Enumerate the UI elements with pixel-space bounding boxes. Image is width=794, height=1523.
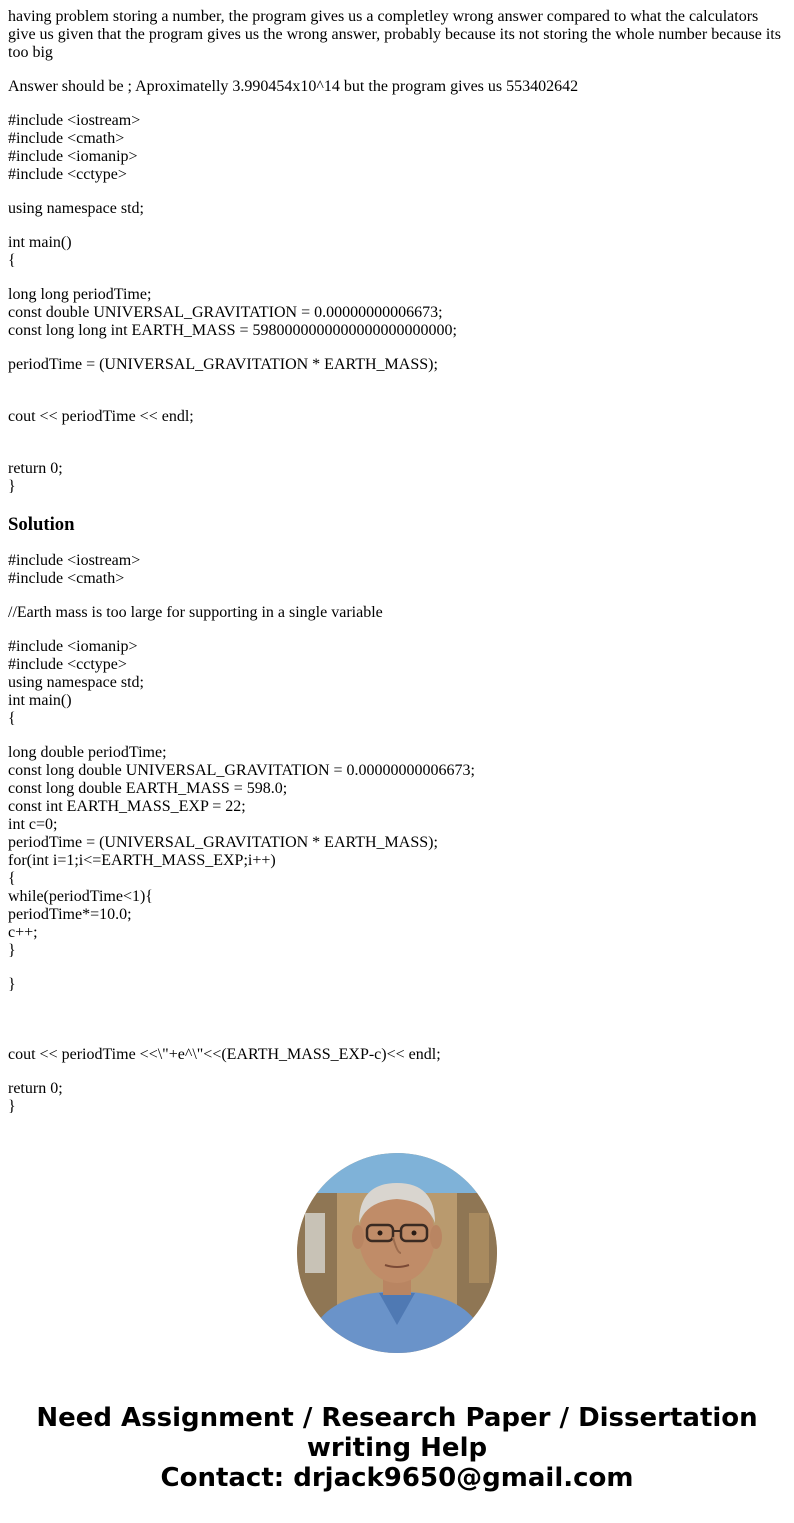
question-return [8, 460, 786, 496]
solution-comment [8, 604, 786, 622]
question-cout [8, 408, 786, 444]
question-includes [8, 112, 786, 184]
code-line: } [8, 942, 16, 959]
code-line: int main() [8, 234, 72, 251]
code-line: } [8, 976, 16, 993]
help-banner [0, 1403, 794, 1493]
code-line: const double UNIVERSAL_GRAVITATION = 0.00000000006673; [8, 304, 443, 321]
code-line: //Earth mass is too large for supporting in a single variable [8, 604, 383, 621]
code-line: long double periodTime; [8, 744, 167, 761]
solution-includes [8, 552, 786, 588]
code-line: return 0; [8, 460, 63, 477]
code-line: #include <iomanip> [8, 148, 138, 165]
code-line: return 0; [8, 1080, 63, 1097]
banner-line: writing Help [306, 1433, 488, 1463]
document-body [8, 8, 786, 1115]
code-line: periodTime*=10.0; [8, 906, 132, 923]
code-line: #include <iomanip> [8, 638, 138, 655]
code-line: for(int i=1;i<=EARTH_MASS_EXP;i++) [8, 852, 276, 869]
person-photo-icon [297, 1153, 497, 1353]
code-line: #include <cmath> [8, 130, 125, 147]
code-line: cout << periodTime <<\"+e^\"<<(EARTH_MASS_EXP-c)<< endl; [8, 1046, 441, 1063]
contact-line: Contact: drjack9650@gmail.com [160, 1463, 634, 1493]
code-line: periodTime = (UNIVERSAL_GRAVITATION * EARTH_MASS); [8, 834, 438, 851]
answer-note: Answer should be ; Aproximatelly 3.990454x10^14 but the program gives us 553402642 [8, 78, 579, 95]
code-line: #include <iostream> [8, 552, 141, 569]
code-line: #include <cctype> [8, 656, 127, 673]
code-line: { [8, 710, 16, 727]
solution-loop-close [8, 976, 786, 1030]
code-line: while(periodTime<1){ [8, 888, 153, 905]
solution-block [8, 552, 786, 1115]
solution-header [8, 638, 786, 728]
code-line: periodTime = (UNIVERSAL_GRAVITATION * EARTH_MASS); [8, 356, 438, 373]
code-line: } [8, 478, 16, 495]
solution-body [8, 744, 786, 960]
code-line: int c=0; [8, 816, 58, 833]
question-main [8, 234, 786, 270]
question-decls [8, 286, 786, 340]
code-line: using namespace std; [8, 674, 144, 691]
code-line: c++; [8, 924, 38, 941]
code-line: const long double EARTH_MASS = 598.0; [8, 780, 288, 797]
code-line: #include <cmath> [8, 570, 125, 587]
code-line: using namespace std; [8, 200, 144, 217]
author-avatar [297, 1153, 497, 1353]
code-line: #include <cctype> [8, 166, 127, 183]
solution-cout [8, 1046, 786, 1064]
code-line: const long double UNIVERSAL_GRAVITATION = 0.00000000006673; [8, 762, 475, 779]
question-using [8, 200, 786, 218]
code-line: const int EARTH_MASS_EXP = 22; [8, 798, 246, 815]
solution-return [8, 1080, 786, 1116]
code-line: const long long int EARTH_MASS = 5980000000000000000000000; [8, 322, 457, 339]
code-line: } [8, 1098, 16, 1115]
banner-line: Need Assignment / Research Paper / Dissertation [36, 1403, 758, 1433]
code-line: { [8, 252, 16, 269]
question-assign [8, 356, 786, 392]
code-line: long long periodTime; [8, 286, 152, 303]
code-line: { [8, 870, 16, 887]
code-line: #include <iostream> [8, 112, 141, 129]
code-line: cout << periodTime << endl; [8, 408, 194, 425]
solution-heading: Solution [8, 514, 75, 535]
question-text: having problem storing a number, the program gives us a completley wrong answer compared to what the calculators give us given that the program gives us the wrong answer, probably because its not storing the whole number because its too big [8, 8, 781, 61]
code-line: int main() [8, 692, 72, 709]
